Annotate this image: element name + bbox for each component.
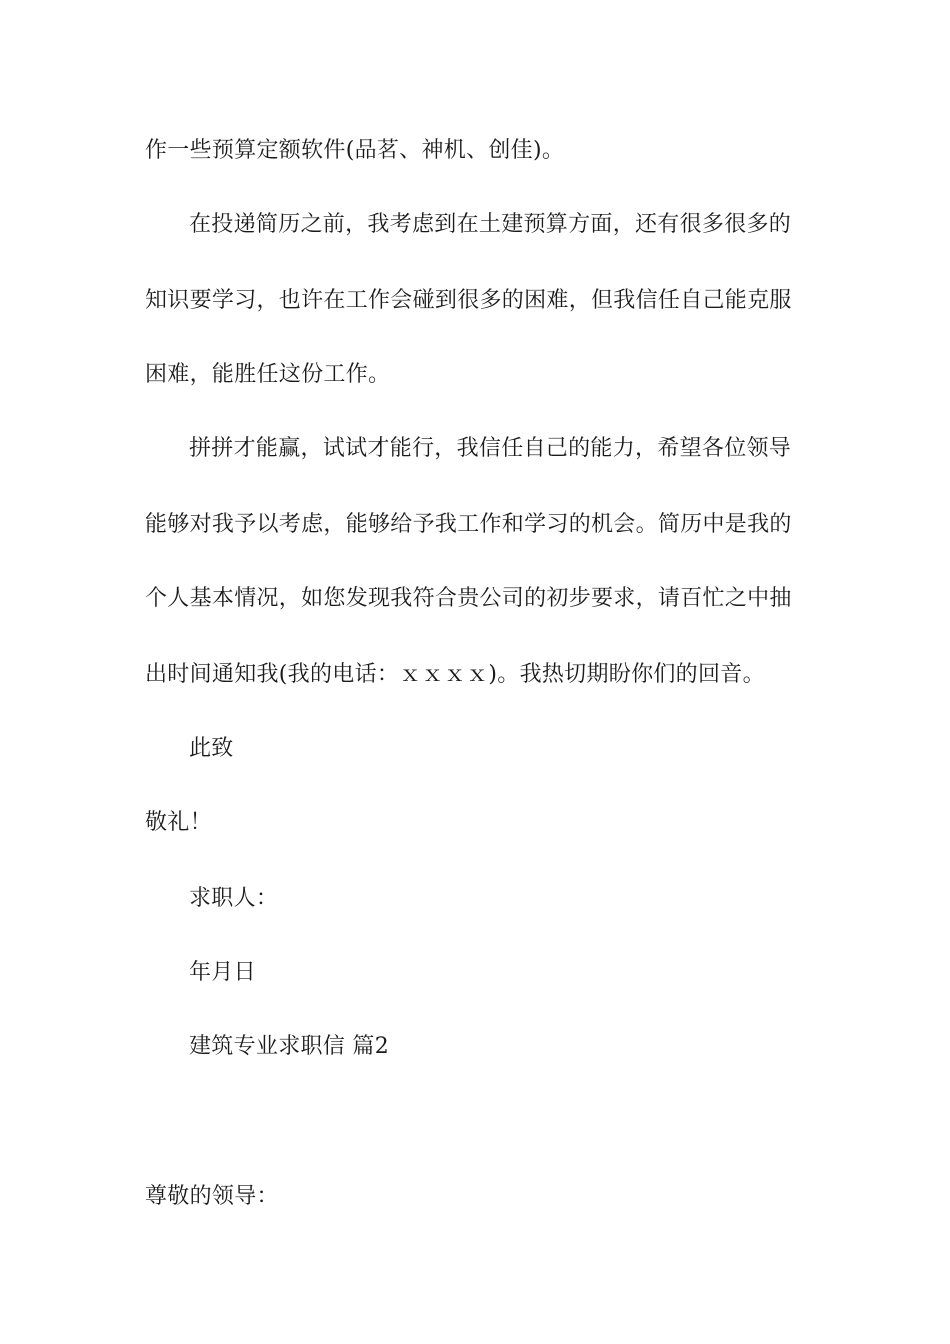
- paragraph-line: 出时间通知我(我的电话：ｘｘｘｘ)。我热切期盼你们的回音。: [145, 662, 765, 687]
- paragraph-line: 困难，能胜任这份工作。: [145, 362, 391, 387]
- greeting: 尊敬的领导：: [145, 1184, 279, 1209]
- section-heading: 建筑专业求职信 篇2: [189, 1034, 389, 1059]
- paragraph-line: 知识要学习，也许在工作会碰到很多的困难，但我信任自己能克服: [145, 288, 792, 313]
- paragraph-line: 在投递简历之前，我考虑到在土建预算方面，还有很多很多的: [189, 212, 792, 237]
- signature-label: 求职人：: [189, 886, 279, 911]
- paragraph-line: 作一些预算定额软件(品茗、神机、创佳)。: [145, 138, 565, 163]
- paragraph-line: 能够对我予以考虑，能够给予我工作和学习的机会。简历中是我的: [145, 512, 792, 537]
- closing-regards: 敬礼！: [145, 810, 212, 835]
- paragraph-line: 个人基本情况，如您发现我符合贵公司的初步要求，请百忙之中抽: [145, 586, 792, 611]
- date-label: 年月日: [189, 960, 256, 985]
- closing-salutation: 此致: [189, 736, 234, 761]
- paragraph-line: 拼拼才能赢，试试才能行，我信任自己的能力，希望各位领导: [189, 436, 792, 461]
